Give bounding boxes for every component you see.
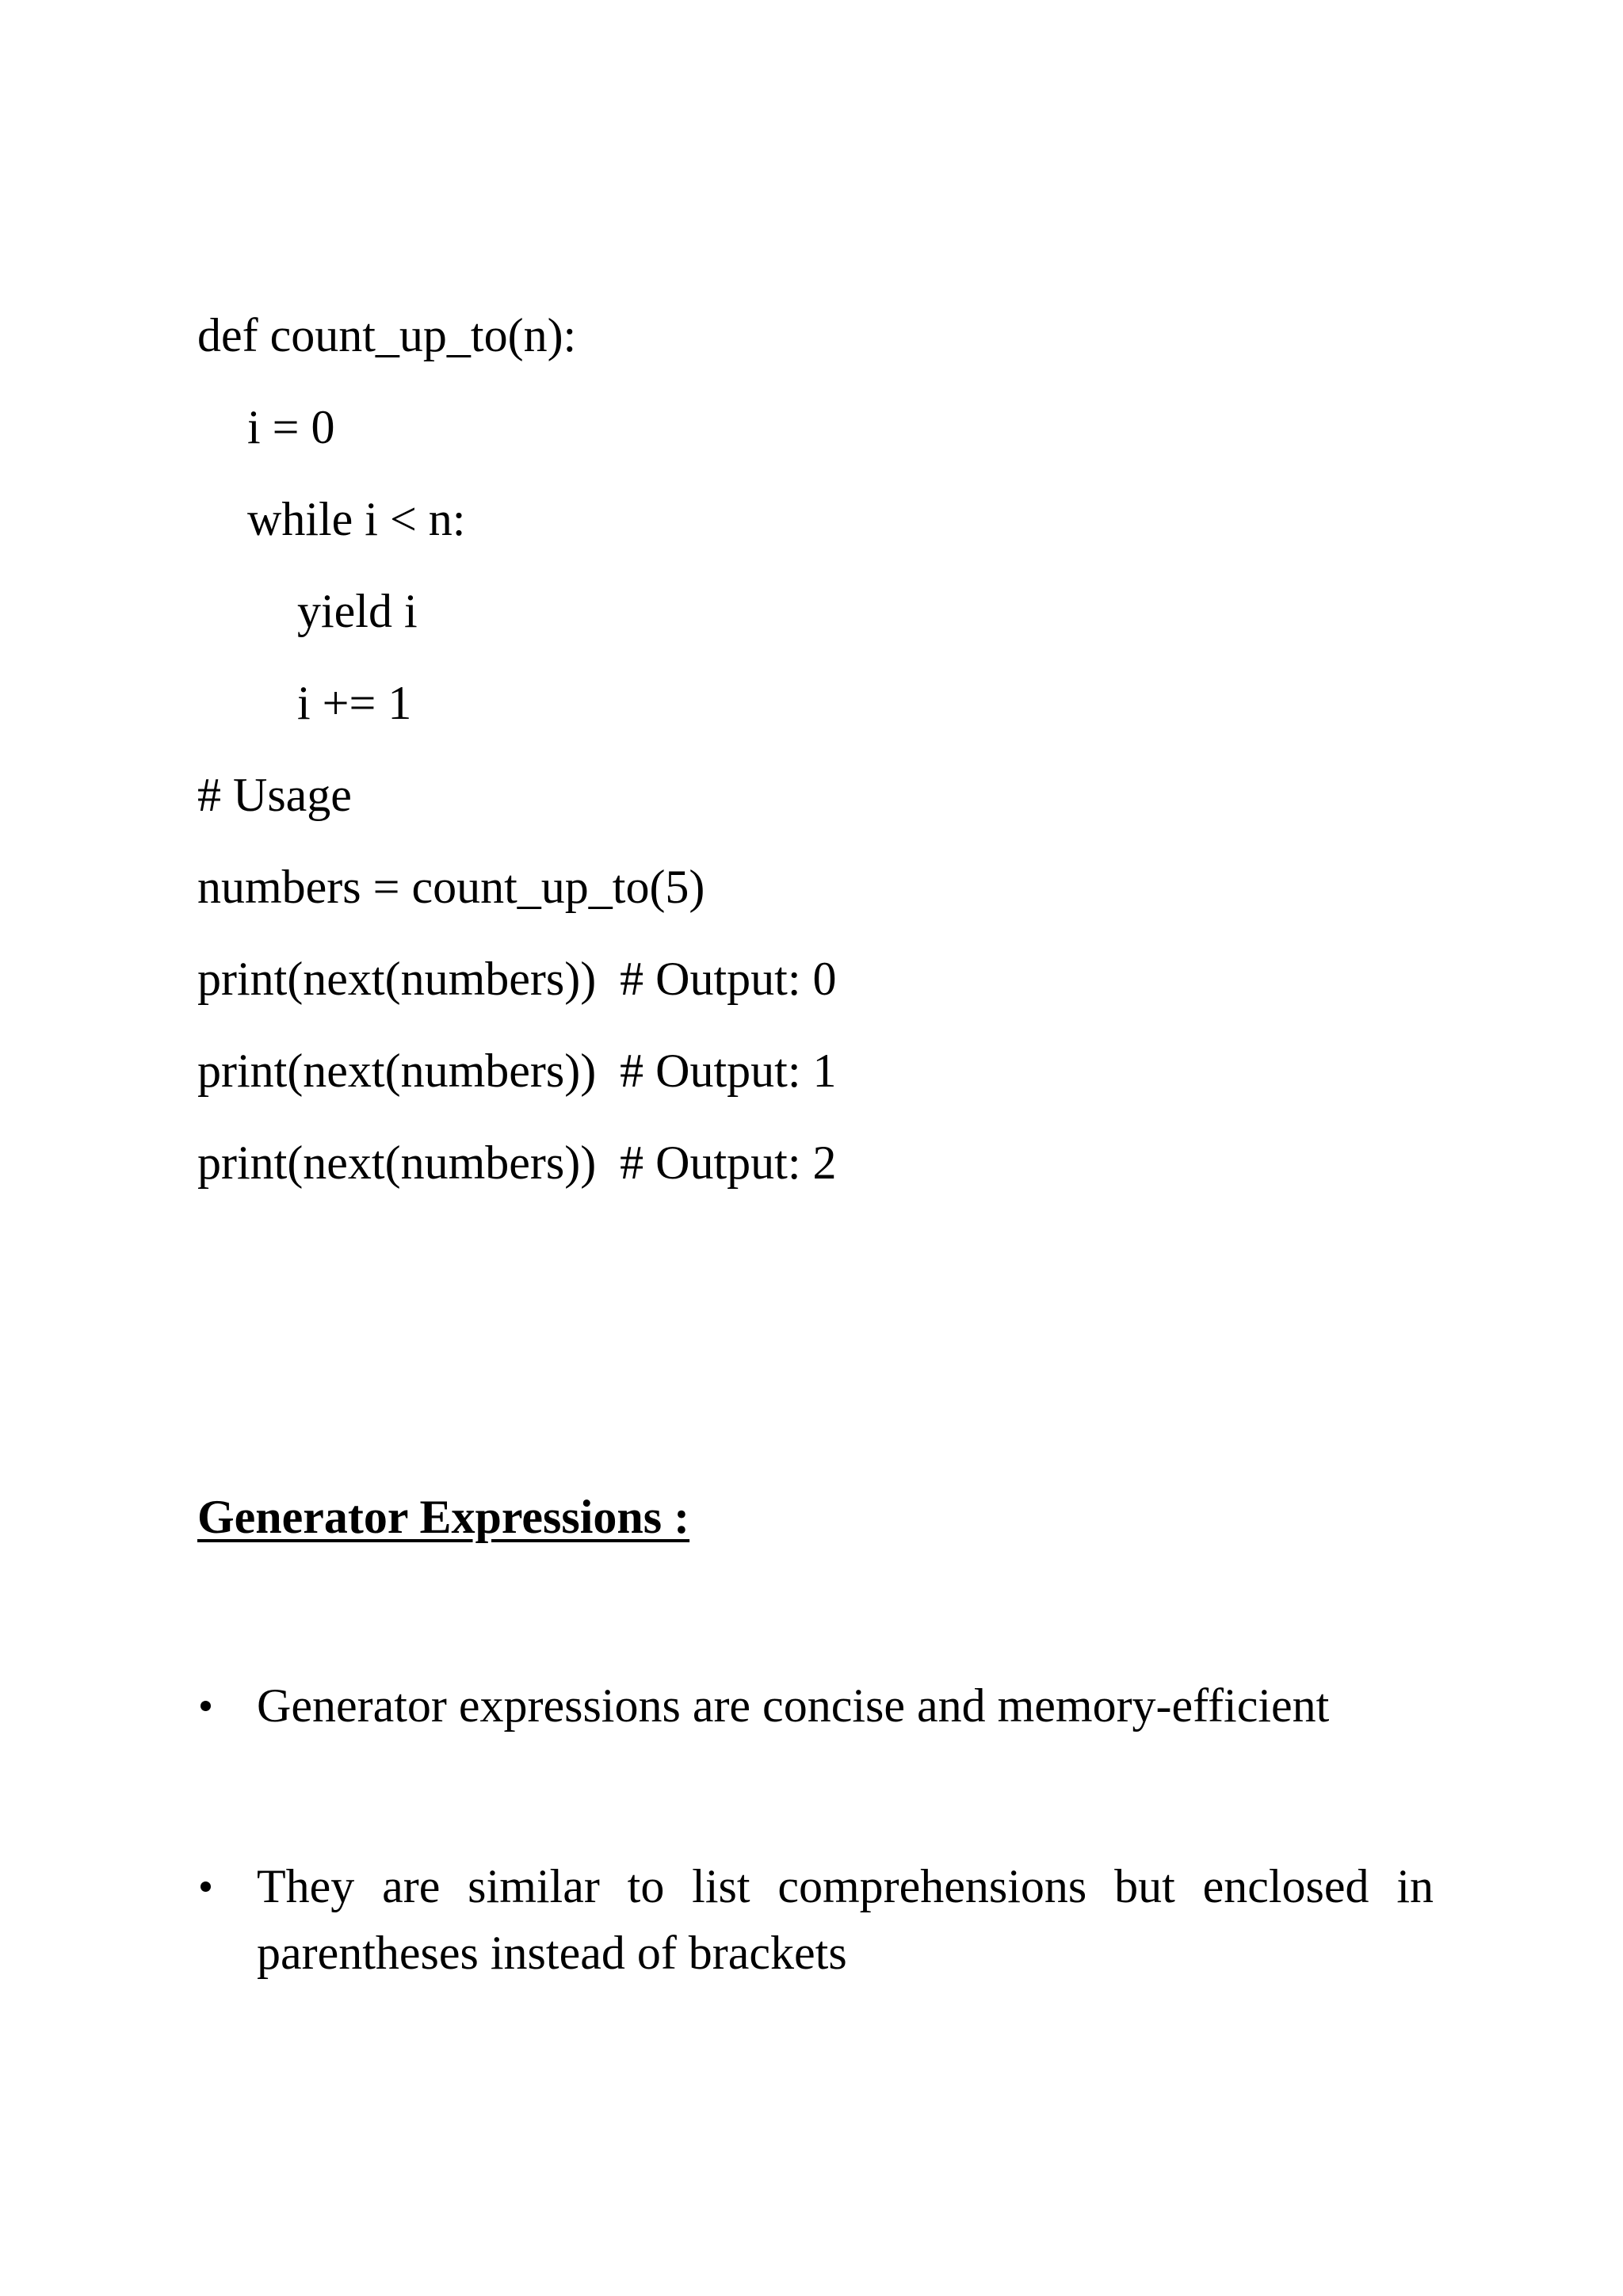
bullet-icon (200, 1881, 211, 1892)
bullet-icon (200, 1701, 211, 1711)
code-line: i += 1 (297, 677, 412, 729)
bullet-item (197, 1672, 1434, 1739)
code-line: def count_up_to(n): (197, 309, 577, 361)
bullet-item (197, 1853, 1434, 1986)
code-line: yield i (297, 585, 418, 637)
code-comment-line: # Usage (197, 769, 352, 821)
code-line: while i < n: (247, 493, 466, 545)
section-heading: Generator Expressions : (197, 1491, 690, 1543)
code-line: print(next(numbers)) # Output: 1 (197, 1045, 837, 1097)
bullet-list (197, 1672, 1434, 1986)
bullet-text: They are similar to list comprehensions but enclosed in parentheses instead of brackets (257, 1860, 1434, 1979)
code-line: numbers = count_up_to(5) (197, 861, 705, 913)
code-line: print(next(numbers)) # Output: 2 (197, 1137, 837, 1189)
code-line: i = 0 (247, 401, 335, 453)
code-line: print(next(numbers)) # Output: 0 (197, 953, 837, 1005)
code-block (197, 289, 1465, 1209)
bullet-text: Generator expressions are concise and memory-efficient (257, 1679, 1330, 1732)
